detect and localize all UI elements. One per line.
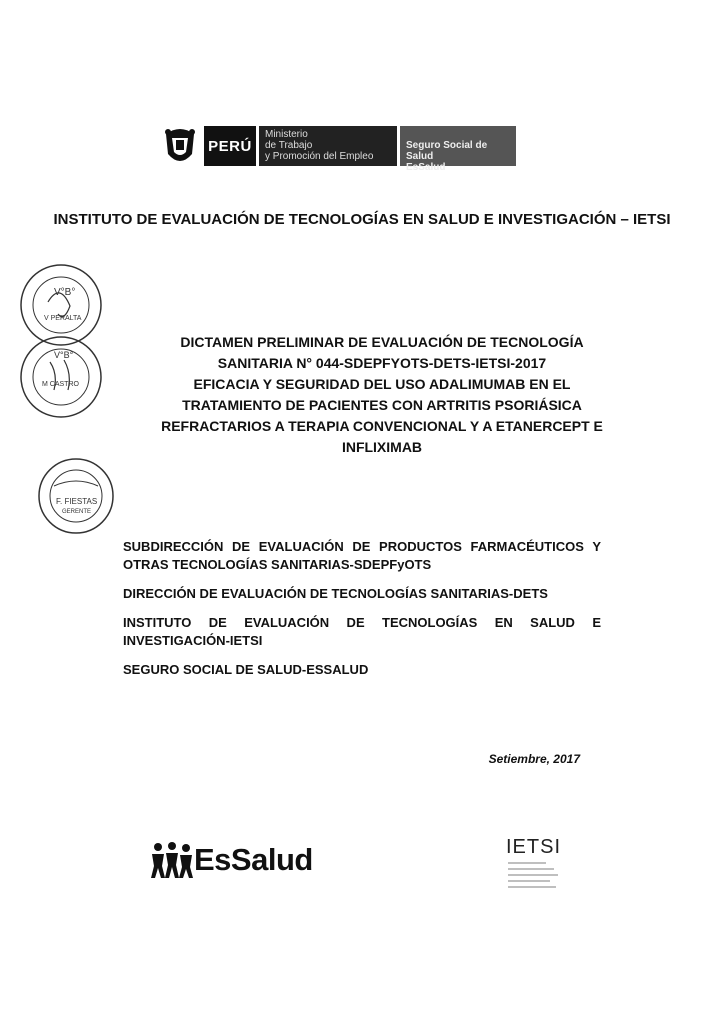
peru-label: PERÚ <box>204 126 256 166</box>
department-item: INSTITUTO DE EVALUACIÓN DE TECNOLOGÍAS EN SALUD E INVESTIGACIÓN-IETSI <box>123 615 601 648</box>
essalud-label <box>400 126 516 173</box>
peru-crest-icon <box>160 124 200 168</box>
ietsi-logo <box>506 836 586 896</box>
ministry-line: de Trabajo <box>265 140 313 151</box>
dictamen-line: INFLIXIMAB <box>341 439 423 455</box>
dictamen-line: TRATAMIENTO DE PACIENTES CON ARTRITIS PSORIÁSICA <box>182 397 582 413</box>
essalud-line: Seguro Social de Salud <box>406 140 488 162</box>
ietsi-subtitle-graphic <box>506 859 566 889</box>
department-item: SEGURO SOCIAL DE SALUD-ESSALUD <box>123 662 369 677</box>
stamp-gerente <box>36 456 116 536</box>
ministry-line: Ministerio <box>265 129 308 140</box>
dictamen-line: REFRACTARIOS A TERAPIA CONVENCIONAL Y A ETANERCEPT E <box>161 418 603 434</box>
stamp-name: F. FIESTAS <box>56 497 98 506</box>
dictamen-line: DICTAMEN PRELIMINAR DE EVALUACIÓN DE TECNOLOGÍA <box>180 334 584 350</box>
essalud-line: EsSalud <box>406 162 446 173</box>
dictamen-line: SANITARIA N° 044-SDEPFYOTS-DETS-IETSI-2017 <box>217 355 547 371</box>
stamp-name: V PERALTA <box>44 315 82 322</box>
stamp-mark: V°B° <box>54 287 76 298</box>
essalud-logo <box>150 840 330 882</box>
ministry-line: y Promoción del Empleo <box>265 151 374 162</box>
institute-title: INSTITUTO DE EVALUACIÓN DE TECNOLOGÍAS EN SALUD E INVESTIGACIÓN – IETSI <box>53 211 671 228</box>
departments-list <box>123 538 601 690</box>
dictamen-line: EFICACIA Y SEGURIDAD DEL USO ADALIMUMAB EN EL <box>193 376 571 392</box>
document-date: Setiembre, 2017 <box>488 752 580 766</box>
stamp-role: GERENTE <box>62 509 92 515</box>
header-banner <box>160 122 520 173</box>
stamp-name: M CASTRO <box>42 381 79 388</box>
department-item: DIRECCIÓN DE EVALUACIÓN DE TECNOLOGÍAS SANITARIAS-DETS <box>123 586 548 601</box>
ietsi-logo-text: IETSI <box>506 836 562 858</box>
people-icon <box>150 840 194 880</box>
essalud-logo-text: EsSalud <box>194 842 313 877</box>
department-item: SUBDIRECCIÓN DE EVALUACIÓN DE PRODUCTOS FARMACÉUTICOS Y OTRAS TECNOLOGÍAS SANITARIAS-SDEPFyOTS <box>123 539 601 572</box>
dictamen-title <box>90 332 674 458</box>
ministry-label <box>259 126 397 166</box>
stamp-mark: V°B° <box>54 350 74 360</box>
